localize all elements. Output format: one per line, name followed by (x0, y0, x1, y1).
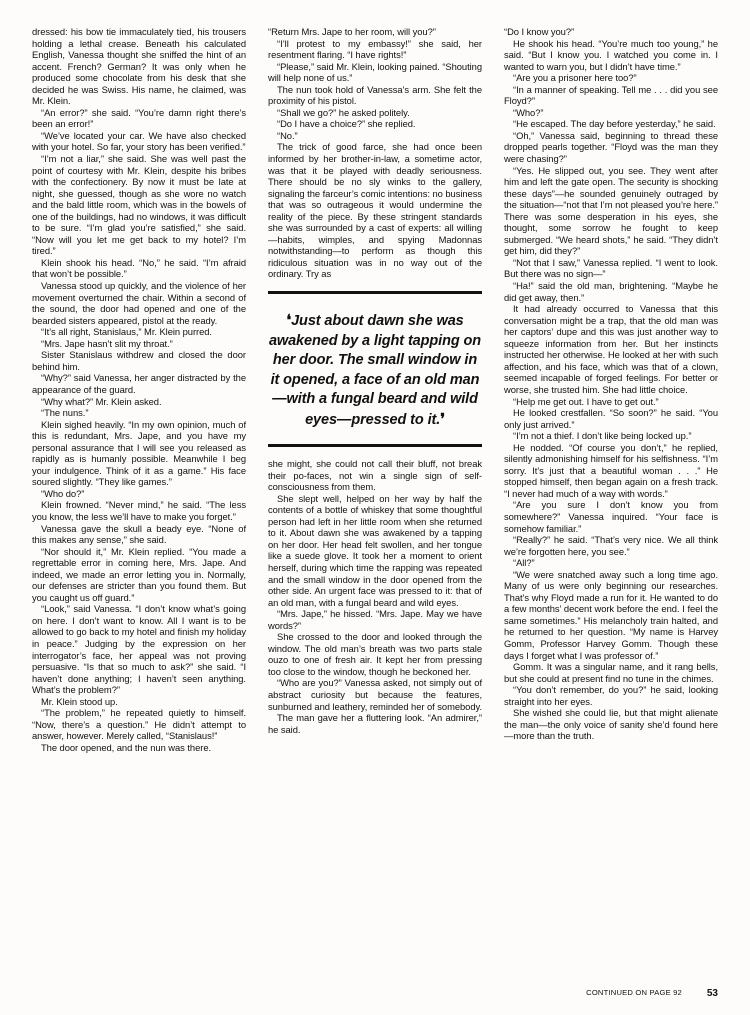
paragraph: “All?” (513, 557, 535, 569)
paragraph: Klein frowned. “Never mind,” he said. “The less you know, the less we’ll have to make you forget.” (32, 499, 246, 522)
paragraph: Klein sighed heavily. “In my own opinion, much of this is redundant, Mrs. Jape, and you have my personal assurance that I will see you released as rapidly as is humanly possible. Meanwhile I beg your indulgence. Think of it as a game.” His face soured slightly. “They like games.” (32, 418, 246, 488)
text-column-left (32, 26, 246, 966)
paragraph: “Mrs. Jape,” he hissed. “Mrs. Jape. May we have words?” (268, 608, 482, 631)
quote-open-mark: ❛ (286, 312, 292, 330)
paragraph: Klein shook his head. “No,” he said. “I’m afraid that won’t be possible.” (32, 256, 246, 280)
paragraph: “Who are you?” Vanessa asked, not simply out of abstract curiosity but because the features, sunburned and leathery, reminded her of somebody. (268, 677, 483, 712)
continued-note: CONTINUED ON PAGE 92 (586, 988, 682, 997)
paragraph: dressed: his bow tie immaculately tied, his trousers holding a lethal crease. Beneath his calculated English, Vanessa thought she sniffed the hint of an accent. French? German? It was only when he produced some chocolate from his desk that she decided he was Swiss. His name, he claimed, was Mr. Klein. (32, 26, 246, 107)
paragraph: “Ha!” said the old man, brightening. “Maybe he did get away, then.” (504, 280, 718, 303)
paragraph: “Who do?” (41, 487, 85, 499)
paragraph: “Return Mrs. Jape to her room, will you?” (268, 26, 436, 37)
paragraph: “Do I know you?” (504, 26, 575, 37)
page-number: 53 (706, 988, 718, 999)
pull-quote-top-rule (268, 291, 482, 294)
paragraph: “Why what?” Mr. Klein asked. (41, 395, 162, 407)
paragraph: “An error?” she said. “You’re damn right there’s been an error!” (32, 106, 246, 130)
paragraph: The door opened, and the nun was there. (41, 741, 212, 753)
paragraph: Vanessa stood up quickly, and the violence of her movement overturned the chair. Within a second of the sound, the door had opened and one of the bearded sisters appeared, pistol at the ready. (32, 280, 246, 326)
paragraph: “The problem,” he repeated quietly to himself. “Now, there’s a question.” He didn’t attempt to answer, however. Merely called, “Stanislaus!” (32, 707, 246, 742)
paragraph: “I’ll protest to my embassy!” she said, her resentment flaring. “I have rights!” (268, 37, 482, 61)
paragraph: It had already occurred to Vanessa that this conversation might be a trap, that the old man was her captors’ dupe and this was just another way to squeeze information from her. But her instincts instructed her otherwise. He looked at her with such affection, and his face, which was that of a clown, seemed incapable of forged feelings. For better or worse, she trusted him. She had little choice. (504, 303, 718, 395)
paragraph: Sister Stanislaus withdrew and closed the door behind him. (32, 349, 246, 372)
paragraph: “Nor should it,” Mr. Klein replied. “You made a regrettable error in coming here, Mrs. Jape. And indeed, we made an error letting you in. Normally, our defenses are stricter than you found them. But you caught us off guard.” (32, 545, 246, 603)
page-footer (32, 983, 718, 997)
paragraph: Vanessa gave the skull a beady eye. “None of this makes any sense,” she said. (32, 522, 246, 546)
paragraph: “In a manner of speaking. Tell me . . . did you see Floyd?” (504, 83, 718, 107)
paragraph: “Look,” said Vanessa. “I don’t know what’s going on here. I don’t want to know. All I want is to be allowed to go back to my hotel and finish my holiday in peace.” Judging by the expression on her interrogator’s face, her appeal was not proving persuasive. “Is that so much to ask?” she said. “I haven’t done anything; I haven’t seen anything. What’s the problem?” (32, 603, 246, 696)
text-column-right (504, 26, 718, 966)
paragraph: she might, she could not call their bluff, not break their po-faces, not win a single sign of self-consciousness from them. (268, 458, 482, 493)
paragraph: “The nuns.” (41, 407, 89, 419)
paragraph: “We’ve located your car. We have also checked with your hotel. So far, your story has been verified.” (32, 129, 246, 153)
paragraph: “Do I have a choice?” she replied. (277, 118, 416, 130)
paragraph: The man gave her a fluttering look. “An admirer,” he said. (268, 712, 482, 735)
paragraph: “It’s all right, Stanislaus,” Mr. Klein purred. (41, 326, 212, 338)
paragraph: “Are you sure I don’t know you from somewhere?” Vanessa inquired. “Your face is somehow familiar.” (504, 499, 718, 534)
paragraph: “He escaped. The day before yesterday,” he said. (513, 118, 716, 130)
paragraph: “I’m not a thief. I don’t like being locked up.” (513, 430, 692, 442)
paragraph: The nun took hold of Vanessa’s arm. She felt the proximity of his pistol. (268, 83, 482, 107)
paragraph: “No.” (277, 129, 298, 141)
quote-close-mark: ❜ (440, 410, 445, 428)
paragraph: “Really?” he said. “That’s very nice. We all think we’re forgotten here, you see.” (504, 534, 718, 557)
article-columns (32, 26, 718, 966)
paragraph: Mr. Klein stood up. (41, 695, 118, 707)
paragraph: “Not that I saw,” Vanessa replied. “I went to look. But there was no sign—” (504, 256, 718, 280)
paragraph: He nodded. “Of course you don’t,” he replied, silently admonishing himself for his selfishness. “I’m sorry. It’s just that a beautiful woman . . .” He stopped himself, then began again on a fresh track. “I never had much of a way with words.” (504, 441, 718, 499)
paragraph: Gomm. It was a singular name, and it rang bells, but she could at present find no tune in the chimes. (504, 661, 718, 684)
paragraph: The trick of good farce, she had once been informed by her brother-in-law, a sometime actor, was that it be played with deadly seriousness. There should be no sly winks to the gallery, signaling the farceur’s comic intentions: no business that was so outrageous it would undermine the reality of the piece. By these stringent standards she was surrounded by a cast of experts: all willing—habits, wimples, and spying Madonnas notwithstanding—to perform as though this ridiculous situation was in no way out of the ordinary. Try as (268, 141, 482, 280)
paragraph: “I’m not a liar,” she said. She was well past the point of courtesy with Mr. Klein, despite his bribes with the confectionery. By now it must be late at night, she guessed, though as she wore no watch and the bald little room, which was in the bowels of one of the buildings, had no windows, it was difficult to be sure. “I’m glad you’re satisfied,” she said. “Now will you let me get back to my hotel? I’m tired.” (32, 153, 246, 257)
paragraph: “Shall we go?” he asked politely. (277, 106, 410, 118)
pull-quote-body: Just about dawn she was awakened by a light tapping on her door. The small window in it opened, a face of an old man—with a fungal beard and wild eyes—pressed to it. (268, 313, 482, 428)
paragraph: “Mrs. Jape hasn’t slit my throat.” (41, 337, 173, 349)
paragraph: “Who?” (513, 106, 544, 118)
paragraph: “You don’t remember, do you?” he said, looking straight into her eyes. (504, 684, 718, 707)
paragraph: “Why?” said Vanessa, her anger distracted by the appearance of the guard. (32, 372, 246, 395)
paragraph: He looked crestfallen. “So soon?” he said. “You only just arrived.” (504, 407, 718, 430)
paragraph: “Help me get out. I have to get out.” (513, 395, 659, 407)
text-column-center (268, 26, 482, 966)
paragraph: He shook his head. “You’re much too young,” he said. “But I know you. I watched you come in. I wanted to warn you, but I didn’t have time.” (504, 37, 718, 72)
paragraph: “Are you a prisoner here too?” (513, 72, 637, 84)
paragraph: “Please,” said Mr. Klein, looking pained. “Shouting will help none of us.” (268, 60, 482, 84)
paragraph: “Oh,” Vanessa said, beginning to thread these dropped pearls together. “Floyd was the man they were chasing?” (504, 129, 718, 165)
pull-quote-text (268, 311, 482, 430)
pull-quote-bottom-rule (268, 444, 482, 447)
paragraph: She wished she could lie, but that might alienate the man—the only voice of sanity she’d found here—more than the truth. (504, 707, 718, 742)
paragraph: “We were snatched away such a long time ago. Many of us were only beginning our researches. That’s why Floyd made a run for it. He wanted to do a few months’ decent work before the end. I feel the same sometimes.” His melancholy train halted, and he returned to her question. “My name is Harvey Gomm, Professor Harvey Gomm. Though these days I forget what I was professor of.” (504, 568, 718, 661)
paragraph: “Yes. He slipped out, you see. They went after him and left the gate open. The security is shocking these days”—he sounded genuinely outraged by the situation—“not that I’m not pleased you’re here.” There was some desperation in his eyes, she thought, some sorrow he fought to keep submerged. “We heard shots,” he said. “They didn’t get him, did they?” (504, 164, 718, 257)
paragraph: She crossed to the door and looked through the window. The old man’s breath was two parts stale ouzo to one of fresh air. It kept her from pressing too close to the window, though he beckoned her. (268, 631, 482, 677)
paragraph: She slept well, helped on her way by half the contents of a bottle of whiskey that some thoughtful person had left in her little room when she returned to it. About dawn she was awakened by a tapping on her door. Her head felt swollen, and her tongue like a suede glove. It took her a moment to orient herself, during which time the rapping was repeated and the small window in the door opened from the other side. An urgent face was pressed to it: that of an old man, with a fungal beard and wild eyes. (268, 492, 482, 608)
pull-quote-block (268, 291, 482, 447)
